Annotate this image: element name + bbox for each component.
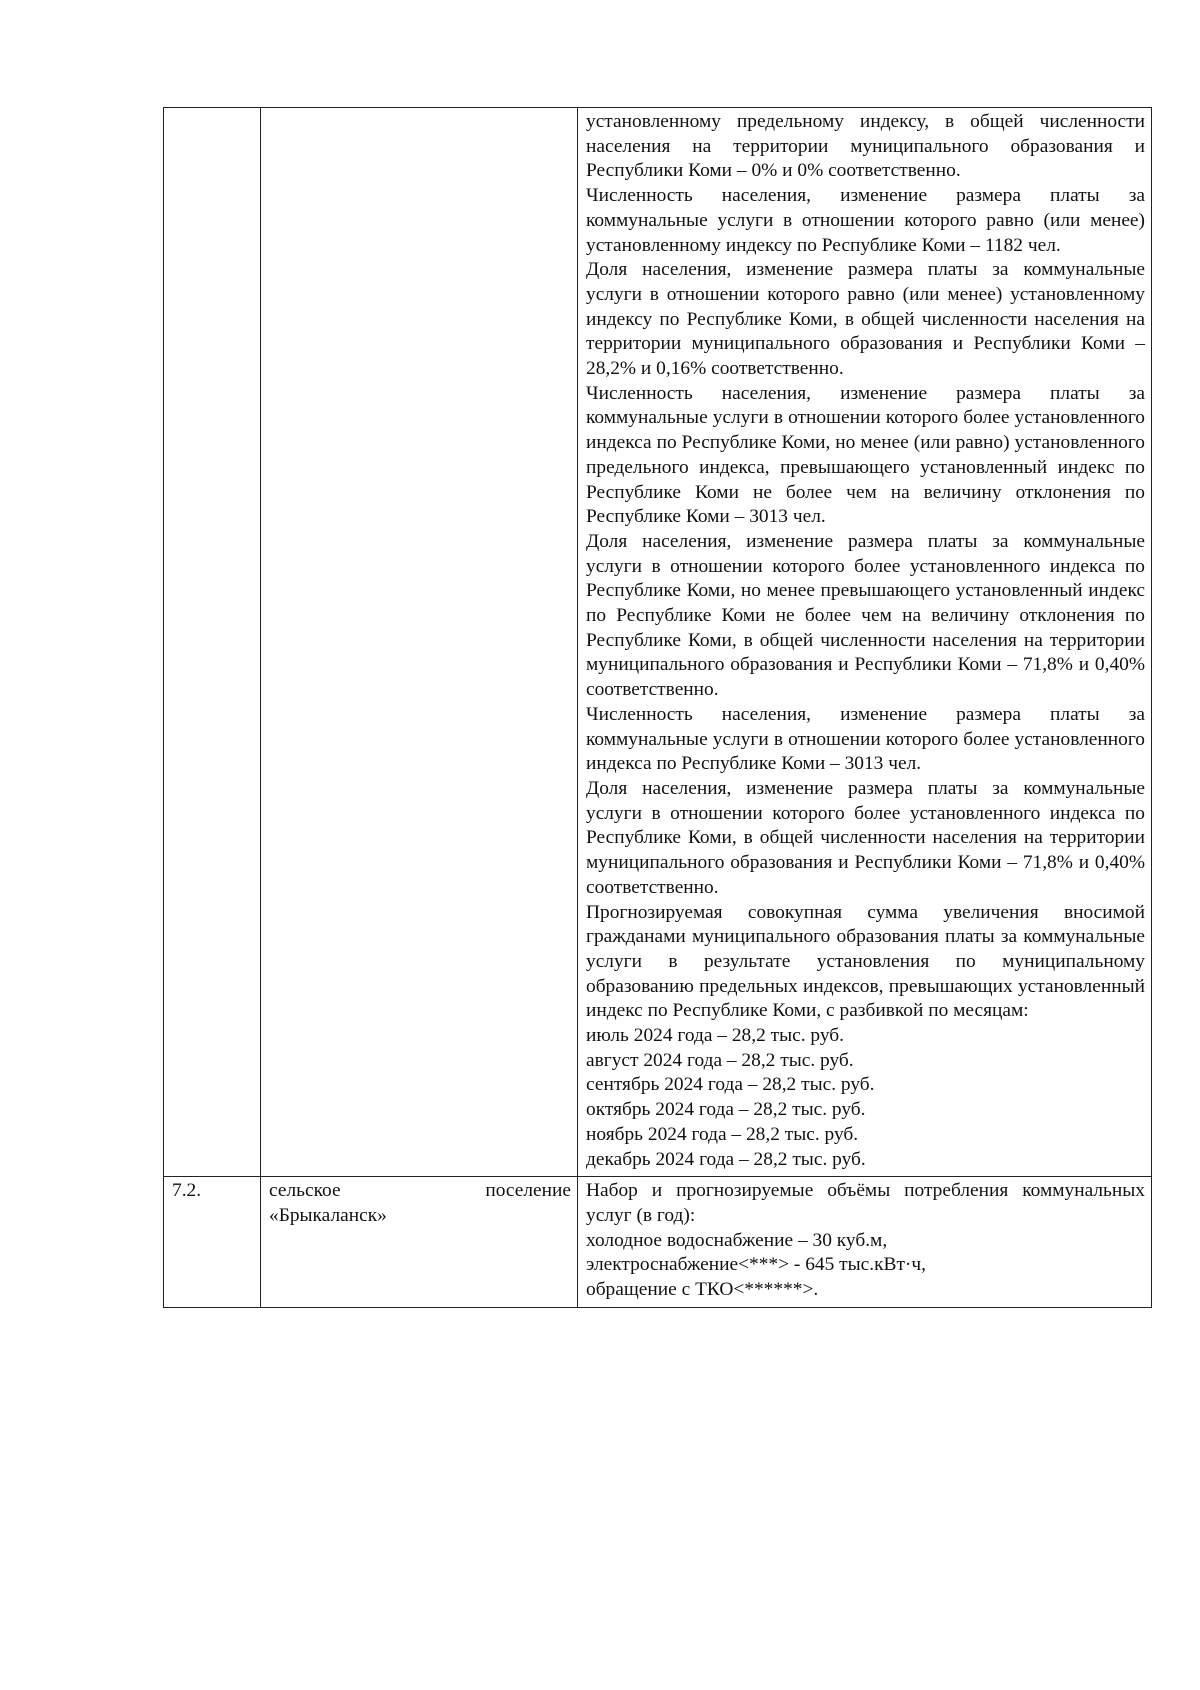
indicators-cell — [578, 108, 1152, 1177]
table-row — [164, 1177, 1152, 1308]
month-line: сентябрь 2024 года – 28,2 тыс. руб. — [586, 1074, 875, 1096]
table-row — [164, 108, 1152, 1177]
paragraph: Прогнозируемая совокупная сумма увеличения вносимой гражданами муниципального образования платы за коммунальные услуги в результате установления по муниципальному образованию предельных индексов, превышающих установленный индекс по Республике Коми, с разбивкой по месяцам: — [586, 901, 1145, 1022]
municipality-type: сельское поселение — [269, 1180, 571, 1202]
paragraph: Численность населения, изменение размера платы за коммунальные услуги в отношении которого равно (или менее) установленному индексу по Республике Коми – 1182 чел. — [586, 185, 1145, 256]
paragraph: Доля населения, изменение размера платы за коммунальные услуги в отношении которого более установленного индекса по Республике Коми, но менее превышающего установленный индекс по Республике Коми не более чем на величину отклонения по Республике Коми, в общей численности населения на территории муниципального образования и Республики Коми – 71,8% и 0,40% соответственно. — [586, 530, 1145, 701]
paragraph: Набор и прогнозируемые объёмы потребления коммунальных услуг (в год): — [586, 1180, 1145, 1226]
service-line: электроснабжение<***> - 645 тыс.кВт·ч, — [586, 1254, 926, 1276]
month-line: декабрь 2024 года – 28,2 тыс. руб. — [586, 1148, 866, 1170]
row-number-cell — [164, 108, 261, 1177]
paragraph: Численность населения, изменение размера платы за коммунальные услуги в отношении которого более установленного индекса по Республике Коми, но менее (или равно) установленного предельного индекса, превышающего установленный индекс по Республике Коми не более чем на величину отклонения по Республике Коми – 3013 чел. — [586, 382, 1145, 528]
municipality-name-cell — [261, 108, 578, 1177]
month-line: июль 2024 года – 28,2 тыс. руб. — [586, 1025, 845, 1047]
indicators-cell — [578, 1177, 1152, 1308]
service-line: обращение с ТКО<******>. — [586, 1279, 819, 1301]
paragraph: Доля населения, изменение размера платы за коммунальные услуги в отношении которого равно (или менее) установленному индексу по Республике Коми, в общей численности населения на территории муниципального образования и Республики Коми – 28,2% и 0,16% соответственно. — [586, 259, 1145, 380]
paragraph: установленному предельному индексу, в общей численности населения на территории муниципального образования и Республики Коми – 0% и 0% соответственно. — [586, 111, 1145, 182]
paragraph: Численность населения, изменение размера платы за коммунальные услуги в отношении которого более установленного индекса по Республике Коми – 3013 чел. — [586, 703, 1145, 775]
month-line: ноябрь 2024 года – 28,2 тыс. руб. — [586, 1123, 859, 1145]
month-line: август 2024 года – 28,2 тыс. руб. — [586, 1049, 854, 1071]
document-table — [163, 107, 1152, 1308]
month-line: октябрь 2024 года – 28,2 тыс. руб. — [586, 1099, 866, 1121]
row-number-cell: 7.2. — [164, 1177, 261, 1308]
municipality-name: «Брыкаланск» — [269, 1204, 387, 1226]
service-line: холодное водоснабжение – 30 куб.м, — [586, 1229, 888, 1251]
paragraph: Доля населения, изменение размера платы за коммунальные услуги в отношении которого более установленного индекса по Республике Коми, в общей численности населения на территории муниципального образования и Республики Коми – 71,8% и 0,40% соответственно. — [586, 777, 1145, 898]
municipality-name-cell — [261, 1177, 578, 1308]
